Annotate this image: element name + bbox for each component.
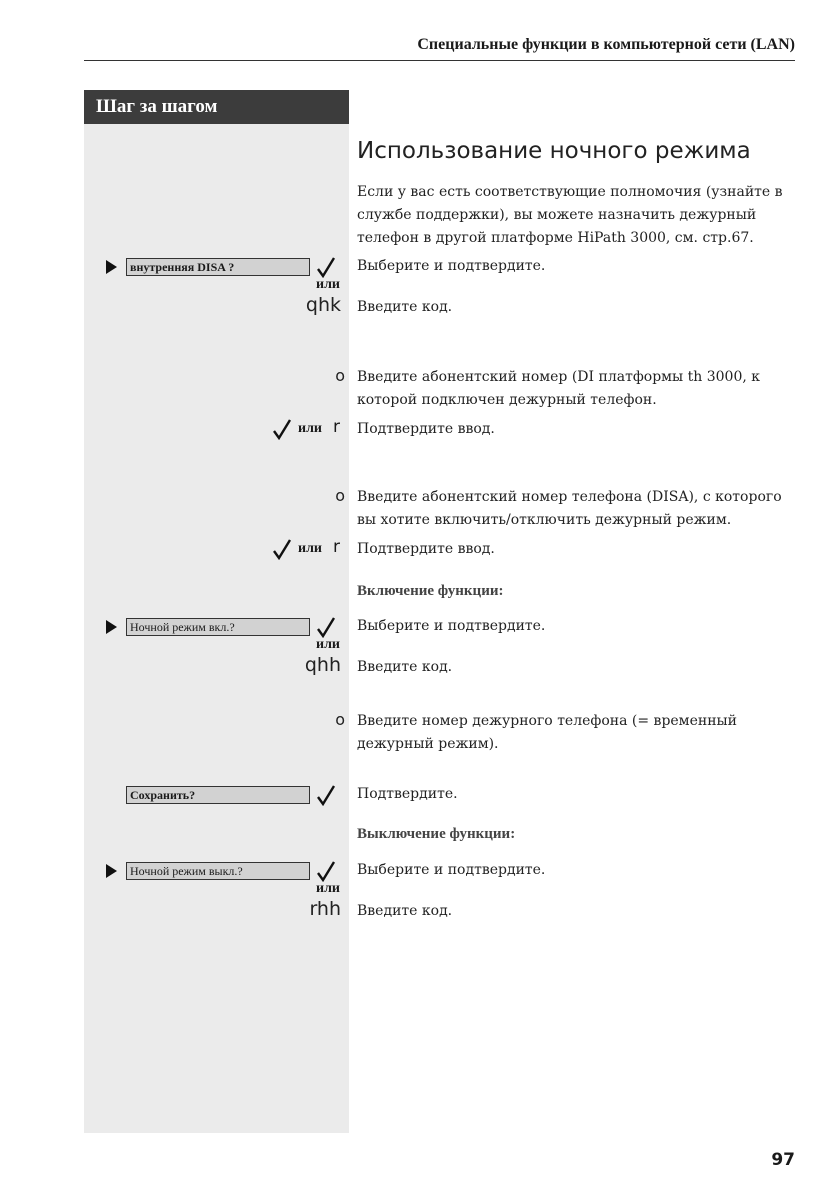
or-label: или — [316, 637, 340, 652]
instruction-enter-night-number: Введите номер дежурного телефона (= временный дежурный режим). — [357, 713, 737, 752]
arrow-icon — [106, 260, 117, 274]
check-icon[interactable] — [272, 538, 292, 560]
sidebar-title: Шаг за шагом — [84, 90, 349, 124]
instruction-enter-disa-number: Введите абонентский номер телефона (DISA), с которого вы хотите включить/отключить дежурный режим. — [357, 489, 782, 528]
r-key-label: r — [333, 417, 340, 437]
instruction-enter-code: Введите код. — [357, 299, 453, 315]
page-number: 97 — [771, 1150, 795, 1170]
instruction-enter-code: Введите код. — [357, 903, 453, 919]
code-label: qhk — [305, 294, 341, 316]
digit-key-label: o — [335, 366, 345, 385]
instruction-enter-subscriber-platform: Введите абонентский номер (DI платформы th 3000, к которой подключен дежурный телефон. — [357, 369, 761, 408]
section-enable-heading: Включение функции: — [357, 583, 504, 599]
instruction-select-confirm: Выберите и подтвердите. — [357, 258, 546, 274]
page-header-title: Специальные функции в компьютерной сети (LAN) — [417, 36, 795, 53]
menu-item-save[interactable]: Сохранить? — [126, 786, 310, 804]
menu-item-night-off[interactable]: Ночной режим выкл.? — [126, 862, 310, 880]
check-icon[interactable] — [316, 860, 336, 882]
menu-item-internal-disa[interactable]: внутренняя DISA ? — [126, 258, 310, 276]
header-divider — [84, 60, 795, 61]
instruction-confirm: Подтвердите. — [357, 786, 458, 802]
intro-paragraph: Если у вас есть соответствующие полномочия (узнайте в службе поддержки), вы можете назначить дежурный телефон в другой платформе HiPath 3000, см. стр.67. — [357, 184, 783, 246]
instruction-confirm-input: Подтвердите ввод. — [357, 541, 495, 557]
or-label: или — [298, 421, 322, 436]
or-label: или — [316, 881, 340, 896]
check-icon[interactable] — [272, 418, 292, 440]
code-label: qhh — [304, 654, 341, 676]
instruction-enter-code: Введите код. — [357, 659, 453, 675]
arrow-icon — [106, 620, 117, 634]
instruction-select-confirm: Выберите и подтвердите. — [357, 862, 546, 878]
code-label: rhh — [309, 898, 341, 920]
digit-key-label: o — [335, 710, 345, 729]
or-label: или — [298, 541, 322, 556]
section-disable-heading: Выключение функции: — [357, 826, 516, 842]
sidebar-panel — [84, 90, 349, 1133]
or-label: или — [316, 277, 340, 292]
check-icon[interactable] — [316, 784, 336, 806]
instruction-confirm-input: Подтвердите ввод. — [357, 421, 495, 437]
check-icon[interactable] — [316, 616, 336, 638]
main-heading: Использование ночного режима — [357, 138, 751, 164]
arrow-icon — [106, 864, 117, 878]
digit-key-label: o — [335, 486, 345, 505]
r-key-label: r — [333, 537, 340, 557]
check-icon[interactable] — [316, 256, 336, 278]
menu-item-night-on[interactable]: Ночной режим вкл.? — [126, 618, 310, 636]
instruction-select-confirm: Выберите и подтвердите. — [357, 618, 546, 634]
